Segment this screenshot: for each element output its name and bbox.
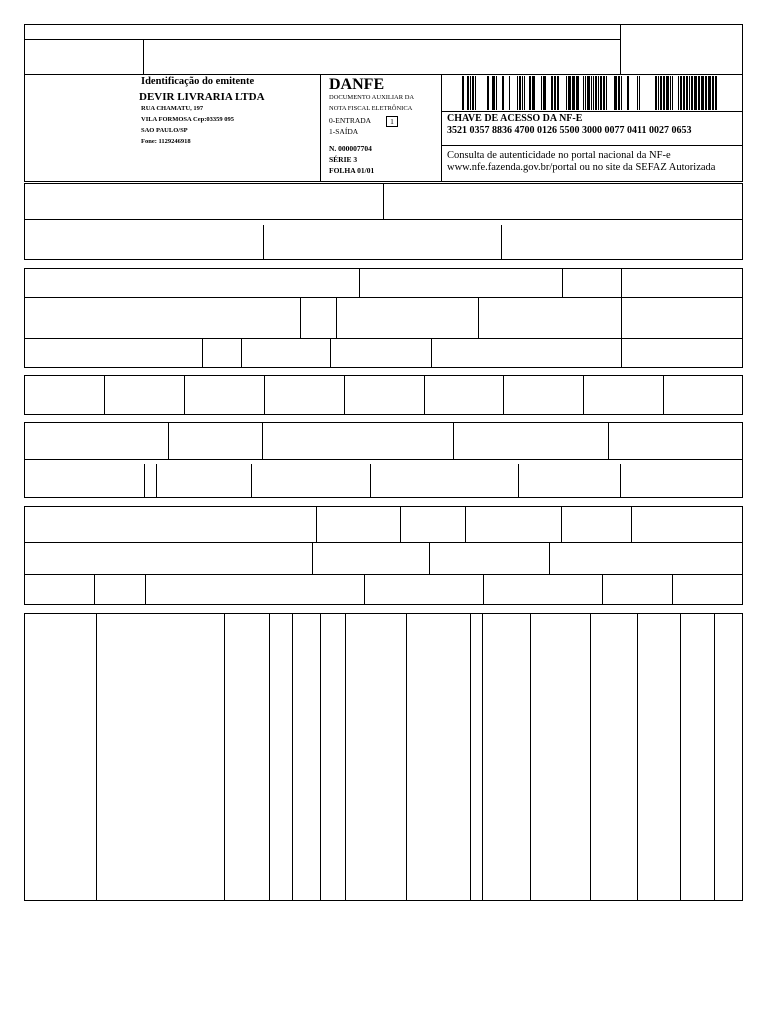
grid-line bbox=[345, 613, 346, 901]
danfe-folha: FOLHA 01/01 bbox=[329, 166, 375, 175]
grid-line bbox=[24, 297, 743, 298]
grid-line bbox=[583, 375, 584, 415]
grid-line bbox=[501, 225, 502, 260]
grid-line bbox=[263, 225, 264, 260]
grid-line bbox=[621, 268, 622, 368]
produtos-block bbox=[24, 613, 743, 901]
grid-line bbox=[251, 464, 252, 498]
grid-line bbox=[478, 297, 479, 338]
grid-line bbox=[453, 422, 454, 459]
grid-line bbox=[518, 464, 519, 498]
grid-line bbox=[262, 422, 263, 459]
grid-line bbox=[94, 574, 95, 605]
grid-line bbox=[364, 574, 365, 605]
emitente-address: RUA CHAMATU, 197 bbox=[141, 105, 204, 112]
grid-line bbox=[359, 268, 360, 297]
grid-line bbox=[370, 464, 371, 498]
grid-line bbox=[24, 459, 743, 460]
grid-line bbox=[482, 613, 483, 901]
grid-line bbox=[549, 542, 550, 574]
grid-line bbox=[470, 613, 471, 901]
receipt-divider bbox=[24, 39, 621, 40]
grid-line bbox=[503, 375, 504, 415]
grid-line bbox=[672, 574, 673, 605]
emitente-heading: Identificação do emitente bbox=[141, 76, 255, 87]
emitente-name: DEVIR LIVRARIA LTDA bbox=[139, 91, 265, 103]
danfe-doc-line2: NOTA FISCAL ELETRÔNICA bbox=[329, 105, 413, 112]
grid-line bbox=[383, 183, 384, 219]
grid-line bbox=[483, 574, 484, 605]
chave-label: CHAVE DE ACESSO DA NF-E bbox=[447, 113, 583, 124]
emitente-city: SAO PAULO/SP bbox=[141, 127, 188, 134]
grid-line bbox=[637, 613, 638, 901]
grid-line bbox=[714, 613, 715, 901]
transportador-block bbox=[24, 506, 743, 605]
receipt-divider bbox=[143, 39, 144, 75]
grid-line bbox=[344, 375, 345, 415]
grid-line bbox=[330, 338, 331, 368]
destinatario-block bbox=[24, 268, 743, 368]
receipt-block bbox=[24, 24, 743, 75]
grid-line bbox=[184, 375, 185, 415]
grid-line bbox=[561, 506, 562, 542]
grid-line bbox=[24, 219, 743, 220]
grid-line bbox=[400, 506, 401, 542]
header-divider bbox=[320, 74, 321, 182]
header-divider bbox=[441, 111, 743, 112]
grid-line bbox=[300, 297, 301, 338]
grid-line bbox=[620, 464, 621, 498]
grid-line bbox=[680, 613, 681, 901]
grid-line bbox=[631, 506, 632, 542]
grid-line bbox=[202, 338, 203, 368]
consulta-line1: Consulta de autenticidade no portal nacional da NF-e bbox=[447, 150, 671, 161]
grid-line bbox=[168, 422, 169, 459]
grid-line bbox=[465, 506, 466, 542]
grid-line bbox=[156, 464, 157, 498]
barcode-image bbox=[462, 76, 718, 110]
header-divider bbox=[441, 74, 442, 182]
emitente-phone: Fone: 1129246918 bbox=[141, 138, 191, 145]
grid-line bbox=[562, 268, 563, 297]
danfe-serie: SÉRIE 3 bbox=[329, 155, 358, 164]
grid-line bbox=[590, 613, 591, 901]
grid-line bbox=[608, 422, 609, 459]
consulta-line2: www.nfe.fazenda.gov.br/portal ou no site da SEFAZ Autorizada bbox=[447, 162, 716, 173]
grid-line bbox=[602, 574, 603, 605]
receipt-divider bbox=[620, 24, 621, 75]
danfe-saida: 1-SAÍDA bbox=[329, 127, 359, 136]
emitente-district: VILA FORMOSA Cep:03359 095 bbox=[141, 116, 234, 123]
grid-line bbox=[530, 613, 531, 901]
grid-line bbox=[241, 338, 242, 368]
grid-line bbox=[663, 375, 664, 415]
chave-value: 3521 0357 8836 4700 0126 5500 3000 0077 0411 0027 0653 bbox=[447, 125, 692, 136]
grid-line bbox=[292, 613, 293, 901]
grid-line bbox=[224, 613, 225, 901]
grid-line bbox=[431, 338, 432, 368]
grid-line bbox=[104, 375, 105, 415]
grid-line bbox=[320, 613, 321, 901]
grid-line bbox=[269, 613, 270, 901]
grid-line bbox=[316, 506, 317, 542]
danfe-doc-line1: DOCUMENTO AUXILIAR DA bbox=[329, 94, 415, 101]
imposto-block bbox=[24, 422, 743, 498]
danfe-title: DANFE bbox=[329, 76, 385, 93]
grid-line bbox=[145, 574, 146, 605]
grid-line bbox=[264, 375, 265, 415]
danfe-numero: N. 000007704 bbox=[329, 144, 372, 153]
danfe-entrada: 0-ENTRADA bbox=[329, 116, 372, 125]
grid-line bbox=[429, 542, 430, 574]
header-divider bbox=[441, 145, 743, 146]
danfe-type-box: 1 bbox=[386, 116, 398, 127]
grid-line bbox=[424, 375, 425, 415]
fatura-block bbox=[24, 375, 743, 415]
grid-line bbox=[96, 613, 97, 901]
grid-line bbox=[336, 297, 337, 338]
grid-line bbox=[24, 542, 743, 543]
grid-line bbox=[312, 542, 313, 574]
grid-line bbox=[24, 574, 743, 575]
grid-line bbox=[406, 613, 407, 901]
grid-line bbox=[24, 338, 743, 339]
grid-line bbox=[144, 464, 145, 498]
